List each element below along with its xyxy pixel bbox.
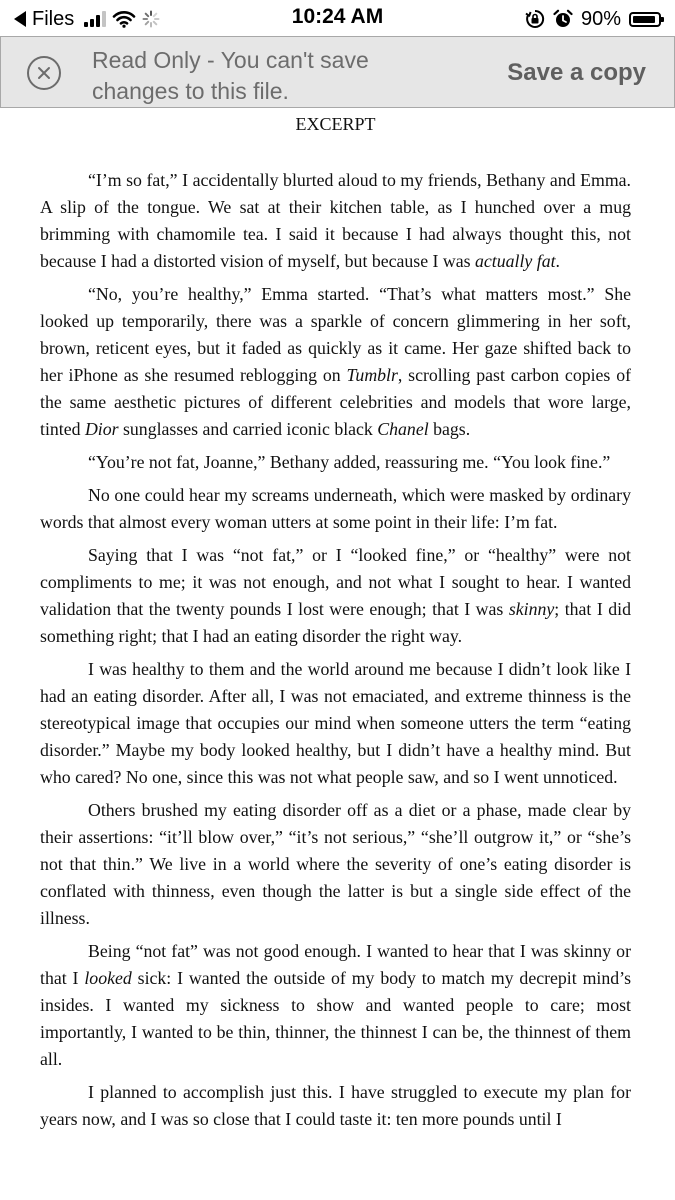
paragraph-text: I planned to accomplish just this. I have struggled to execute my plan for years now, and I was so close that I could taste it: ten more pounds until I bbox=[40, 1082, 631, 1129]
paragraph-text: bags. bbox=[428, 419, 471, 439]
italic-text: Tumblr bbox=[346, 365, 398, 385]
battery-percentage: 90% bbox=[580, 7, 621, 30]
italic-text: looked bbox=[84, 968, 132, 988]
document-paragraph bbox=[40, 797, 631, 932]
status-time: 10:24 AM bbox=[291, 5, 384, 28]
document-paragraph bbox=[40, 167, 631, 275]
status-right-group bbox=[525, 6, 661, 32]
save-a-copy-button[interactable]: Save a copy bbox=[507, 59, 646, 86]
read-only-message-line-2: changes to this file. bbox=[92, 78, 289, 104]
document-paragraph bbox=[40, 449, 631, 476]
document-paragraph bbox=[40, 1079, 631, 1133]
paragraph-text: Being “not fat” was not good enough. I wanted to hear that I was skinny or that I bbox=[40, 941, 631, 988]
paragraph-text: sunglasses and carried iconic black bbox=[118, 419, 378, 439]
read-only-message-line-1: Read Only - You can't save bbox=[92, 47, 369, 73]
read-only-banner bbox=[0, 36, 675, 108]
paragraph-text: Saying that I was “not fat,” or I “looked fine,” or “healthy” were not compliments to me; it was not enough, and not what I sought to hear. I wanted validation that the twenty pounds I lost were enough; that I was bbox=[40, 545, 631, 619]
italic-text: fat bbox=[536, 251, 556, 271]
italic-text: Dior bbox=[84, 419, 119, 439]
document-body bbox=[40, 167, 631, 1133]
paragraph-text: Others brushed my eating disorder off as a diet or a phase, made clear by their assertions: “it’ll blow over,” “it’s not serious,” “she’ll outgrow it,” or “she’s not that thin.” We live in a world where the severity of one’s eating disorder is conflated with thinness, even though the latter is but a single side effect of the illness. bbox=[40, 800, 631, 928]
paragraph-text: ; that I did something right; that I had an eating disorder the right way. bbox=[40, 599, 631, 646]
paragraph-text: . bbox=[555, 251, 560, 271]
document-paragraph bbox=[40, 281, 631, 443]
document-paragraph bbox=[40, 482, 631, 536]
document-page bbox=[40, 108, 631, 1200]
paragraph-text: sick: I wanted the outside of my body to match my decrepit mind’s insides. I wanted my sickness to show and wanted people to care; most importantly, I wanted to be thin, thinner, the thinnest I can be, the thinnest of them all. bbox=[40, 968, 631, 1069]
back-label: Files bbox=[32, 7, 75, 30]
document-paragraph bbox=[40, 656, 631, 791]
paragraph-text: I was healthy to them and the world around me because I didn’t look like I had an eating disorder. After all, I was not emaciated, and extreme thinness is the stereotypical image that occupies our mind when someone utters the term “eating disorder.” Maybe my body looked healthy, but I didn’t have a healthy mind. But who cared? No one, since this was not what people saw, and so I went unnoticed. bbox=[40, 659, 631, 787]
battery-icon bbox=[629, 12, 661, 27]
battery-nub bbox=[661, 17, 664, 22]
italic-text: Chanel bbox=[377, 419, 429, 439]
italic-text: skinny bbox=[508, 599, 555, 619]
italic-text: actually bbox=[475, 251, 533, 271]
orientation-lock-icon bbox=[525, 9, 545, 29]
paragraph-text: No one could hear my screams underneath, which were masked by ordinary words that almost every woman utters at some point in their life: I’m fat. bbox=[40, 485, 631, 532]
paragraph-text: “No, you’re healthy,” Emma started. “That’s what matters most.” She looked up temporarily, there was a sparkle of concern glimmering in her soft, brown, reticent eyes, but it faded as quickly as it came. Her gaze shifted back to her iPhone as she resumed reblogging on bbox=[40, 284, 631, 385]
document-paragraph bbox=[40, 542, 631, 650]
paragraph-text: , scrolling past carbon copies of the same aesthetic pictures of different celebrities and models that wore large, tinted bbox=[40, 365, 631, 439]
document-paragraph bbox=[40, 938, 631, 1073]
paragraph-text: “I’m so fat,” I accidentally blurted aloud to my friends, Bethany and Emma. A slip of the tongue. We sat at their kitchen table, as I hunched over a mug brimming with chamomile tea. I said it because I had always thought this, not because I had a distorted vision of myself, but because I was bbox=[40, 170, 631, 271]
read-only-message bbox=[92, 45, 432, 107]
status-bar bbox=[0, 0, 675, 36]
battery-fill bbox=[633, 16, 655, 23]
document-heading: EXCERPT bbox=[295, 114, 376, 134]
close-icon bbox=[37, 66, 51, 80]
alarm-icon bbox=[553, 9, 573, 29]
close-banner-button[interactable] bbox=[27, 56, 61, 90]
paragraph-text: “You’re not fat, Joanne,” Bethany added, reassuring me. “You look fine.” bbox=[88, 452, 611, 472]
